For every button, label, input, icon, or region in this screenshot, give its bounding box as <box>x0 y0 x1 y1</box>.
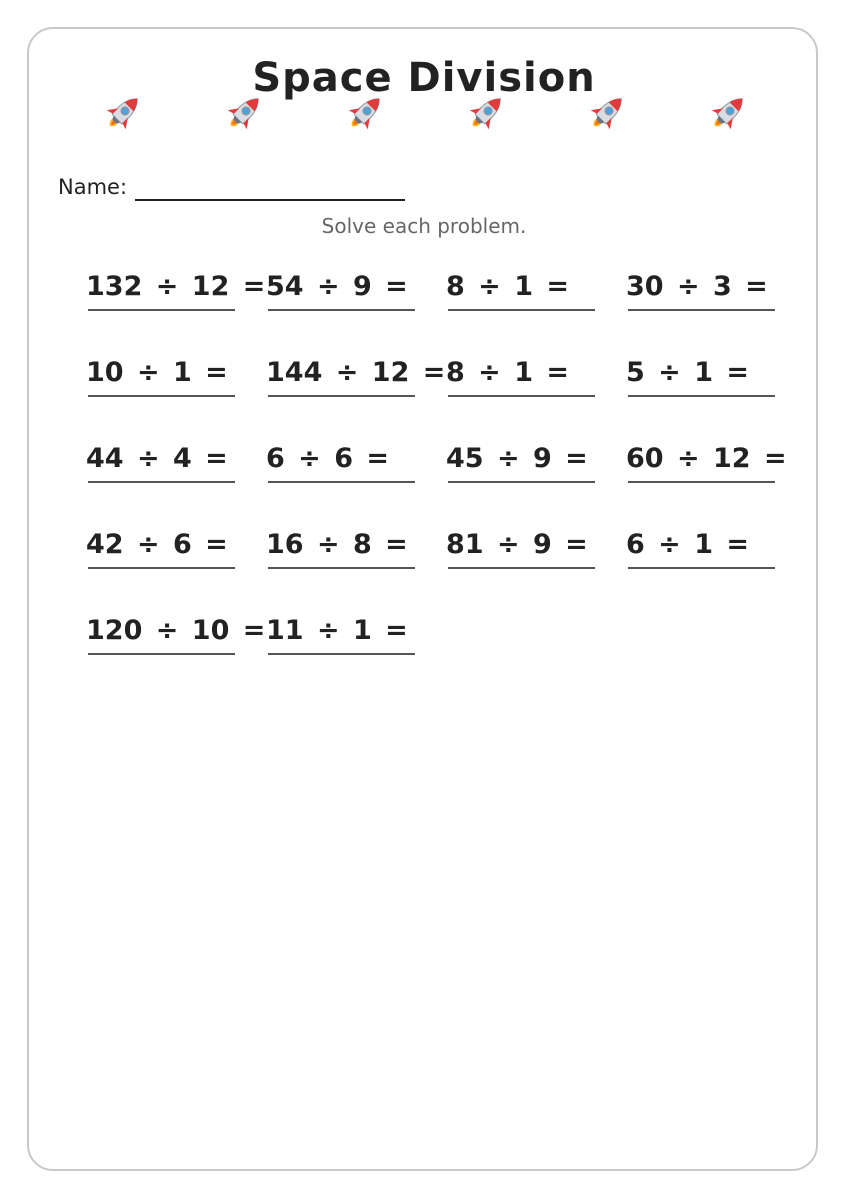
problem-item <box>446 269 626 319</box>
problem-text: 132 ÷ 12 = <box>86 271 266 302</box>
problem-item <box>86 613 266 663</box>
answer-line[interactable] <box>268 567 415 569</box>
problem-item <box>86 441 266 491</box>
problem-item <box>626 441 806 491</box>
problem-text: 8 ÷ 1 = <box>446 357 570 388</box>
rocket-icon <box>705 90 751 136</box>
problem-item <box>266 269 446 319</box>
answer-line[interactable] <box>448 481 595 483</box>
answer-line[interactable] <box>448 567 595 569</box>
problem-text: 144 ÷ 12 = <box>266 357 446 388</box>
problem-text: 10 ÷ 1 = <box>86 357 228 388</box>
answer-line[interactable] <box>628 395 775 397</box>
answer-line[interactable] <box>88 309 235 311</box>
problem-item <box>446 441 626 491</box>
problem-text: 5 ÷ 1 = <box>626 357 750 388</box>
rocket-icon <box>342 90 388 136</box>
answer-line[interactable] <box>88 395 235 397</box>
problem-item <box>266 527 446 577</box>
problem-text: 45 ÷ 9 = <box>446 443 588 474</box>
problem-text: 54 ÷ 9 = <box>266 271 408 302</box>
answer-line[interactable] <box>88 567 235 569</box>
rocket-icon <box>100 90 146 136</box>
problem-item <box>86 269 266 319</box>
answer-line[interactable] <box>268 309 415 311</box>
page-title: Space Division <box>252 55 596 101</box>
problem-item <box>626 527 806 577</box>
problem-item <box>86 527 266 577</box>
problem-text: 6 ÷ 1 = <box>626 529 750 560</box>
problem-text: 11 ÷ 1 = <box>266 615 408 646</box>
name-label: Name: <box>58 175 128 199</box>
problem-item <box>626 269 806 319</box>
answer-line[interactable] <box>448 309 595 311</box>
problem-text: 120 ÷ 10 = <box>86 615 266 646</box>
problem-item <box>446 355 626 405</box>
problem-text: 16 ÷ 8 = <box>266 529 408 560</box>
answer-line[interactable] <box>268 395 415 397</box>
rocket-icon <box>584 90 630 136</box>
rocket-icon <box>221 90 267 136</box>
answer-line[interactable] <box>88 653 235 655</box>
problem-item <box>86 355 266 405</box>
answer-line[interactable] <box>268 481 415 483</box>
problem-text: 44 ÷ 4 = <box>86 443 228 474</box>
answer-line[interactable] <box>268 653 415 655</box>
problem-text: 8 ÷ 1 = <box>446 271 570 302</box>
problem-item <box>446 527 626 577</box>
instructions: Solve each problem. <box>321 214 527 238</box>
problem-item <box>266 441 446 491</box>
problem-item <box>266 613 446 663</box>
problem-item <box>266 355 446 405</box>
problem-text: 81 ÷ 9 = <box>446 529 588 560</box>
problem-text: 30 ÷ 3 = <box>626 271 768 302</box>
answer-line[interactable] <box>448 395 595 397</box>
problem-text: 60 ÷ 12 = <box>626 443 787 474</box>
answer-line[interactable] <box>628 309 775 311</box>
problem-text: 42 ÷ 6 = <box>86 529 228 560</box>
problem-item <box>626 355 806 405</box>
answer-line[interactable] <box>628 481 775 483</box>
problem-text: 6 ÷ 6 = <box>266 443 390 474</box>
answer-line[interactable] <box>88 481 235 483</box>
rocket-icon <box>463 90 509 136</box>
name-field[interactable] <box>135 199 405 201</box>
answer-line[interactable] <box>628 567 775 569</box>
